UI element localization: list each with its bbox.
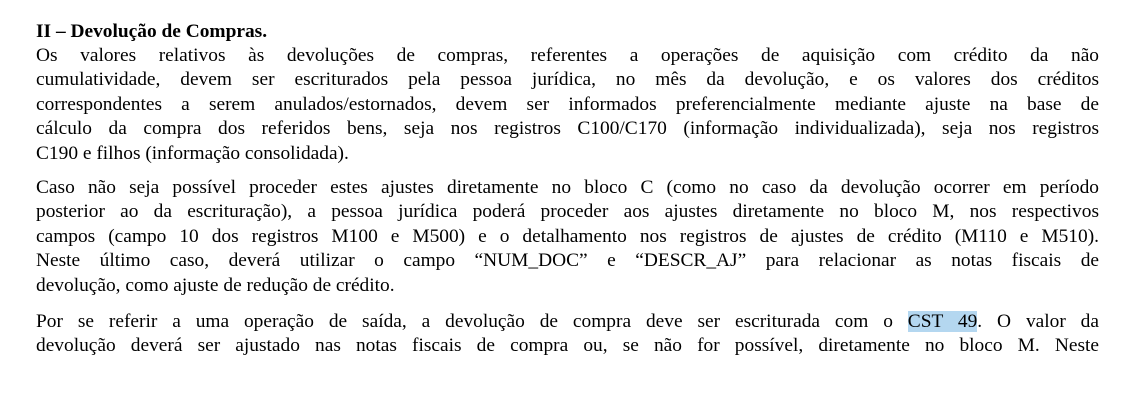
paragraph-line: correspondentes a serem anulados/estornados, devem ser informados preferencialmente mediante ajuste na base de <box>36 93 1099 115</box>
paragraph-devolucao-intro <box>36 44 1099 166</box>
paragraph-line: C190 e filhos (informação consolidada). <box>36 142 349 164</box>
section-heading: II – Devolução de Compras. <box>36 21 268 42</box>
paragraph-line: devolução, como ajuste de redução de crédito. <box>36 274 395 296</box>
text-highlight[interactable]: CST 49 <box>907 311 978 333</box>
paragraph-line: posterior ao da escrituração), a pessoa jurídica poderá proceder aos ajustes diretamente no bloco M, nos respectivos <box>36 201 1099 223</box>
line-text: Por se referir a uma operação de saída, a devolução de compra deve ser escriturada com o <box>36 311 893 333</box>
paragraph-line: cumulatividade, devem ser escriturados pela pessoa jurídica, no mês da devolução, e os valores dos créditos <box>36 69 1099 91</box>
paragraph-line <box>36 310 1099 334</box>
line-text: . O valor da <box>977 311 1099 333</box>
paragraph-line: cálculo da compra dos referidos bens, seja nos registros C100/C170 (informação individualizada), seja nos registros <box>36 118 1099 140</box>
paragraph-line: devolução deverá ser ajustado nas notas fiscais de compra ou, se não for possível, diretamente no bloco M. Neste <box>36 335 1099 357</box>
paragraph-line: Neste último caso, deverá utilizar o campo “NUM_DOC” e “DESCR_AJ” para relacionar as notas fiscais de <box>36 250 1099 272</box>
paragraph-cst <box>36 310 1099 359</box>
document-page <box>36 14 1099 359</box>
paragraph-line: campos (campo 10 dos registros M100 e M500) e o detalhamento nos registros de ajustes de crédito (M110 e M510). <box>36 225 1099 247</box>
paragraph-line: Os valores relativos às devoluções de compras, referentes a operações de aquisição com crédito da não <box>36 45 1099 66</box>
paragraph-line: Caso não seja possível proceder estes ajustes diretamente no bloco C (como no caso da devolução ocorrer em período <box>36 177 1099 199</box>
paragraph-bloco-m <box>36 176 1099 298</box>
